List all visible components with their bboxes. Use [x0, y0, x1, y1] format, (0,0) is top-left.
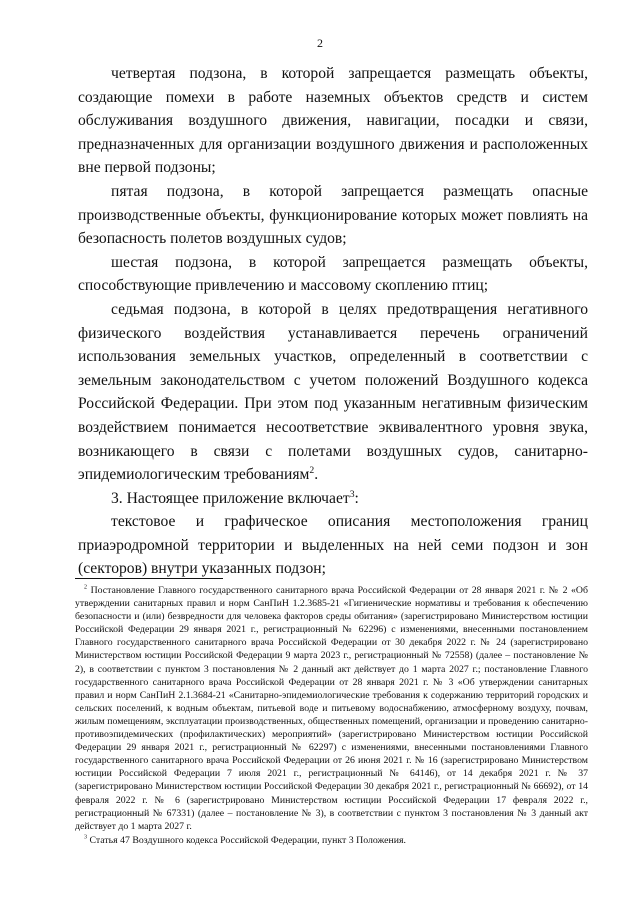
paragraph-annex-includes-text: 3. Настоящее приложение включает	[111, 489, 350, 507]
footnote-ref-3[interactable]: 3	[349, 488, 355, 500]
footnote-2	[75, 584, 588, 833]
page-number: 2	[317, 36, 323, 50]
paragraph-seventh-subzone	[78, 298, 588, 487]
footnote-2-text: Постановление Главного государственного санитарного врача Российской Федерации от 28 января 2021 г. № 2 «Об утверждении санитарных правил и норм СанПиН 1.2.3685-21 «Гигиенические нормативы и требования к обеспечению безопасности и (или) безвредности для человека факторов среды обитания» (зарегистрировано Министерством юстиции Российской Федерации 29 января 2021 г., регистрационный № 62296) с изменениями, внесенными постановлением Главного государственного санитарного врача Российской Федерации от 30 декабря 2022 г. № 24 (зарегистрировано Министерством юстиции Российской Федерации 9 марта 2023 г., регистрационный № 72558) (далее – постановление № 2), в соответствии с пунктом 3 постановления № 2 данный акт действует до 1 марта 2027 г.; постановление Главного государственного санитарного врача Российской Федерации от 28 января 2021 г. № 3 «Об утверждении санитарных правил и норм СанПиН 2.1.3684-21 «Санитарно-эпидемиологические требования к содержанию территорий городских и сельских поселений, к водным объектам, питьевой воде и питьевому водоснабжению, атмосферному воздуху, почвам, жилым помещениям, эксплуатации производственных, общественных помещений, организации и проведению санитарно-противоэпидемических (профилактических) мероприятий» (зарегистрировано Министерством юстиции Российской Федерации 29 января 2021 г., регистрационный № 62297) с изменениями, внесенными постановлениями Главного государственного санитарного врача Российской Федерации от 26 июня 2021 г. № 16 (зарегистрировано Министерством юстиции Российской Федерации 7 июля 2021 г., регистрационный № 64146), от 14 декабря 2021 г. № 37 (зарегистрировано Министерством юстиции Российской Федерации 30 декабря 2021 г., регистрационный № 66692), от 14 февраля 2022 г. № 6 (зарегистрировано Министерством юстиции Российской Федерации 17 февраля 2022 г., регистрационный № 67331) (далее – постановление № 3), в соответствии с пунктом 3 постановления № 3 данный акт действует до 1 марта 2027 г.	[75, 585, 588, 832]
paragraph-sixth-subzone: шестая подзона, в которой запрещается размещать объекты, способствующие привлечению и массовому скоплению птиц;	[78, 253, 588, 295]
paragraph-seventh-subzone-text: седьмая подзона, в которой в целях предотвращения негативного физического воздействия устанавливается перечень ограничений использования земельных участков, определенный в соответствии с земельным законодательством с учетом положений Воздушного кодекса Российской Федерации. При этом под указанным негативным физическим воздействием понимается несоответствие эквивалентного уровня звука, возникающего в связи с полетами воздушных судов, санитарно-эпидемиологическим требованиям	[78, 300, 588, 484]
paragraph-fourth-subzone: четвертая подзона, в которой запрещается размещать объекты, создающие помехи в работе наземных объектов средств и систем обслуживания воздушного движения, навигации, посадки и связи, предназначенных для организации воздушного движения и расположенных вне первой подзоны;	[78, 65, 588, 177]
footnote-3	[75, 834, 588, 847]
paragraph-fifth-subzone: пятая подзона, в которой запрещается размещать опасные производственные объекты, функционирование которых может повлиять на безопасность полетов воздушных судов;	[78, 182, 588, 248]
footnotes	[75, 584, 588, 847]
footnote-3-text: Статья 47 Воздушного кодекса Российской Федерации, пункт 3 Положения.	[89, 834, 406, 846]
footnote-ref-2[interactable]: 2	[309, 464, 315, 476]
footnote-3-mark: 3	[84, 834, 88, 841]
paragraph-annex-includes	[78, 487, 588, 511]
paragraph-text-descriptions: текстовое и графическое описания местоположения границ приаэродромной территории и выделенных на ней семи подзон и зон (секторов) внутри указанных подзон;	[78, 513, 588, 578]
footnote-separator	[75, 578, 223, 579]
document-body	[78, 62, 588, 581]
footnote-2-mark: 2	[84, 584, 88, 591]
paragraph-annex-includes-end: :	[354, 489, 359, 507]
paragraph-seventh-subzone-end: .	[314, 466, 319, 484]
